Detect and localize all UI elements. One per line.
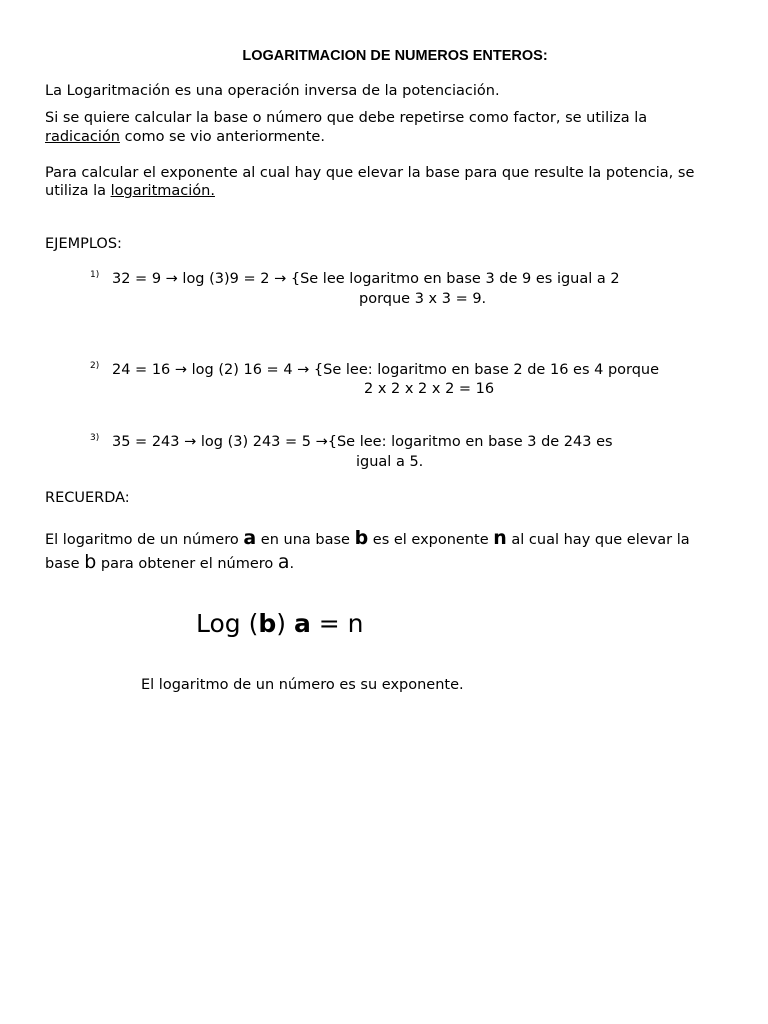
example-1-line1: 32 = 9 → log (3)9 = 2 → {Se lee logaritmo en base 3 de 9 es igual a 2 [112, 271, 620, 287]
definition-line2 [45, 551, 294, 575]
def-b: b [354, 527, 369, 549]
formula-a: a [293, 609, 311, 638]
bullet-text: El logaritmo de un número es su exponente. [141, 677, 464, 693]
bullet-item [113, 676, 464, 694]
intro-paragraph: La Logaritmación es una operación inversa de la potenciación. [45, 83, 500, 99]
definition-line1 [45, 527, 690, 551]
radicacion-paragraph-line1: Si se quiere calcular la base o número que debe repetirse como factor, se utiliza la [45, 110, 648, 126]
logaritmacion-link[interactable]: logaritmación. [110, 183, 215, 199]
def-text-7: . [289, 556, 295, 572]
example-1-line2: porque 3 x 3 = 9. [359, 291, 487, 307]
radicacion-link[interactable]: radicación [45, 129, 120, 145]
radicacion-rest: como se vio anteriormente. [120, 129, 325, 145]
def-text-3: es el exponente [368, 532, 494, 548]
log-formula [196, 609, 364, 639]
example-3-line2: igual a 5. [356, 454, 424, 470]
formula-log: Log ( [196, 609, 259, 638]
logaritmacion-pre: utiliza la [45, 183, 111, 199]
recuerda-heading: RECUERDA: [45, 490, 130, 506]
def-b2: b [84, 551, 97, 573]
formula-mid: ) [276, 609, 294, 638]
def-text-5: base [45, 556, 85, 572]
example-2-line1: 24 = 16 → log (2) 16 = 4 → {Se lee: logaritmo en base 2 de 16 es 4 porque [112, 362, 660, 378]
def-a: a [243, 527, 257, 549]
def-n: n [493, 527, 507, 549]
example-3-line1: 35 = 243 → log (3) 243 = 5 →{Se lee: logaritmo en base 3 de 243 es [112, 434, 613, 450]
formula-end: = n [310, 609, 364, 638]
ejemplos-heading: EJEMPLOS: [45, 236, 122, 252]
radicacion-paragraph-line2 [45, 128, 325, 146]
example-3-number: 3) [90, 433, 100, 443]
def-text-2: en una base [256, 532, 355, 548]
def-text-1: El logaritmo de un número [45, 532, 244, 548]
example-1-number: 1) [90, 270, 100, 280]
page-title: LOGARITMACION DE NUMEROS ENTEROS: [242, 48, 548, 64]
example-2-line2: 2 x 2 x 2 x 2 = 16 [364, 381, 495, 397]
def-a2: a [277, 551, 290, 573]
def-text-6: para obtener el número [96, 556, 278, 572]
logaritmacion-paragraph-line2 [45, 182, 215, 200]
logaritmacion-paragraph-line1: Para calcular el exponente al cual hay que elevar la base para que resulte la potencia, se [45, 165, 695, 181]
formula-b: b [258, 609, 277, 638]
example-2-number: 2) [90, 361, 100, 371]
def-text-4: al cual hay que elevar la [506, 532, 690, 548]
